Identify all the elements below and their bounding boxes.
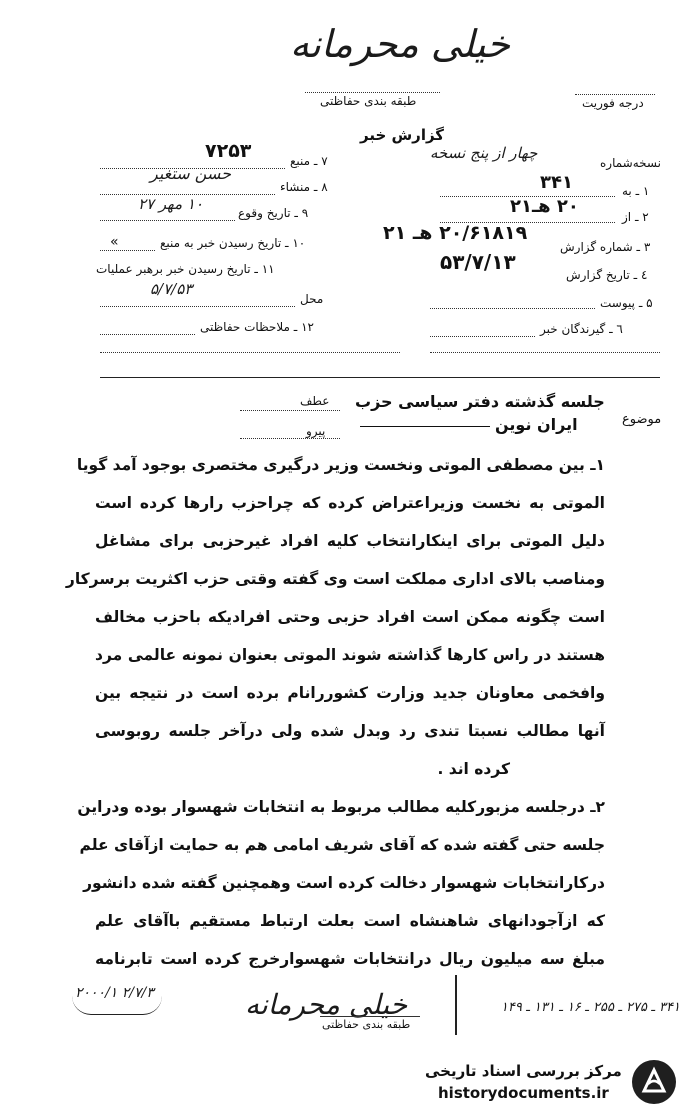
field-copy-number-label: نسخه‌شماره bbox=[600, 156, 661, 170]
footer-right-note: ۳۴۱ ـ ۲۷۵ ـ ۲۵۵ ـ ۱۶ ـ ۱۳۱ ـ ۱۴۹ bbox=[500, 1000, 680, 1015]
footer-vertical-mark bbox=[455, 975, 457, 1035]
field-origin-value: حسن ستغیر bbox=[150, 164, 232, 183]
priority-label: درجه فوریت bbox=[582, 96, 644, 110]
field-received-ops-label: ۱۱ ـ تاریخ رسیدن خبر برهبر عملیات bbox=[96, 262, 275, 276]
field-origin-label: ۸ ـ منشاء bbox=[280, 180, 328, 194]
field-line bbox=[100, 306, 295, 307]
field-to-label: ۱ ـ به bbox=[622, 184, 650, 198]
footer-stamp-label: طبقه بندی حفاظتی bbox=[322, 1018, 411, 1031]
body-line: الموتی به نخست وزیراعتراض کرده که چراحزب رارها کرده است bbox=[95, 494, 605, 512]
classification-label: طبقه بندی حفاظتی bbox=[320, 94, 417, 108]
field-line bbox=[430, 352, 660, 353]
subject-line-2: ایران نوین bbox=[495, 415, 578, 434]
field-occurrence-date-label: ۹ ـ تاریخ وقوع bbox=[238, 206, 309, 220]
field-source-label: ۷ ـ منبع bbox=[290, 154, 328, 168]
handwritten-title: خیلی محرمانه bbox=[289, 22, 511, 66]
body-line: جلسه حتی گفته شده که آقای شریف امامی هم به حمایت ازآقای علم bbox=[79, 836, 605, 854]
field-line bbox=[100, 334, 195, 335]
body-line: دلیل الموتی برای اینکارانتخاب کلیه افراد غیرحزبی برای مشاغل bbox=[95, 532, 605, 550]
footer-stamp-text: خیلی محرمانه bbox=[245, 988, 408, 1021]
body-line: که ازآجودانهای شاهنشاه است بعلت ارتباط مستقیم باآقای علم bbox=[95, 912, 605, 930]
body-line: کرده اند . bbox=[437, 760, 510, 778]
field-received-source-value: « bbox=[110, 234, 119, 250]
body-line: مبلغ سه میلیون ریال درانتخابات شهسوارخرج کرده است تابرنامه bbox=[95, 950, 605, 968]
watermark-name: مرکز بررسی اسناد تاریخی bbox=[425, 1062, 622, 1080]
field-security-notes-label: ۱۲ ـ ملاحظات حفاظتی bbox=[200, 320, 314, 334]
body-line: هستند در راس کارها گذاشته شوند الموتی بعنوان نمونه عالمی مرد bbox=[95, 646, 605, 664]
subject-label: موضوع bbox=[622, 412, 662, 427]
field-attachment-label: ۵ ـ پیوست bbox=[600, 296, 653, 310]
field-place-label: محل bbox=[300, 292, 324, 306]
body-line: درکارانتخابات شهسوار دخالت کرده است وهمچنین گفته شده دانشور bbox=[83, 874, 605, 892]
priority-line bbox=[575, 94, 655, 95]
section-divider bbox=[100, 377, 660, 378]
field-line bbox=[100, 220, 235, 221]
field-recipients-label: ٦ ـ گیرندگان خبر bbox=[540, 322, 623, 336]
body-line: آنها مطالب نسبتا تندی رد وبدل شده ولی درآخر جلسه روبوسی bbox=[95, 722, 605, 740]
field-line bbox=[100, 250, 155, 251]
field-report-number-label: ۳ ـ شماره گزارش bbox=[560, 240, 651, 254]
watermark-logo-icon bbox=[630, 1058, 678, 1106]
footer-left-scribble bbox=[72, 996, 162, 1015]
body-line: ومناصب بالای اداری مملکت است وی گفته وقتی حزب اکثریت برسرکار bbox=[65, 570, 605, 588]
peyro-label: پیرو bbox=[306, 424, 326, 438]
atf-label: عطف bbox=[300, 394, 330, 408]
field-report-date-value: ۵۳/۷/۱۳ bbox=[440, 250, 516, 274]
body-line: وافخمی معاونان جدید وزارت کشوررانام برده است در نتیجه بین bbox=[95, 684, 605, 702]
field-line bbox=[430, 336, 535, 337]
subject-underline bbox=[360, 426, 490, 427]
field-from-value: ۲۰ هـ۲۱ bbox=[510, 196, 579, 217]
field-line bbox=[240, 410, 340, 411]
field-line bbox=[240, 438, 340, 439]
report-title: گزارش خبر bbox=[360, 126, 445, 144]
body-line: است چگونه ممکن است افراد حزبی وحتی افرادیکه باحزب مخالف bbox=[95, 608, 605, 626]
field-from-label: ۲ ـ از bbox=[622, 210, 649, 224]
field-occurrence-date-value: ۱۰ مهر ۲۷ bbox=[138, 195, 204, 213]
field-line bbox=[430, 308, 595, 309]
watermark-url: historydocuments.ir bbox=[438, 1084, 609, 1102]
body-line: ۱ـ بین مصطفی الموتی ونخست وزیر درگیری مختصری بوجود آمد گویا bbox=[76, 456, 605, 474]
footer-stamp-line bbox=[320, 1016, 420, 1017]
field-report-date-label: ٤ ـ تاریخ گزارش bbox=[566, 268, 648, 282]
field-to-value: ۳۴۱ bbox=[540, 172, 573, 193]
footer-left-note: ۲۰۰۰/۱ ۲/۷/۳ bbox=[75, 985, 154, 1001]
field-source-value: ۷۲۵۳ bbox=[205, 140, 252, 162]
field-line bbox=[100, 352, 400, 353]
field-received-source-label: ۱۰ ـ تاریخ رسیدن خبر به منبع bbox=[160, 236, 306, 250]
body-line: ۲ـ درجلسه مزبورکلیه مطالب مربوط به انتخابات شهسوار بوده ودراین bbox=[77, 798, 605, 816]
subject-line-1: جلسه گذشته دفتر سیاسی حزب bbox=[355, 392, 605, 411]
field-place-value: ۵/۷/۵۳ bbox=[150, 280, 193, 298]
classification-line bbox=[305, 92, 440, 93]
field-report-number-value: ۲۰/۶۱۸۱۹ هـ ۲۱ bbox=[383, 222, 528, 244]
field-copy-number-value: چهار از پنج نسخه bbox=[430, 144, 538, 162]
